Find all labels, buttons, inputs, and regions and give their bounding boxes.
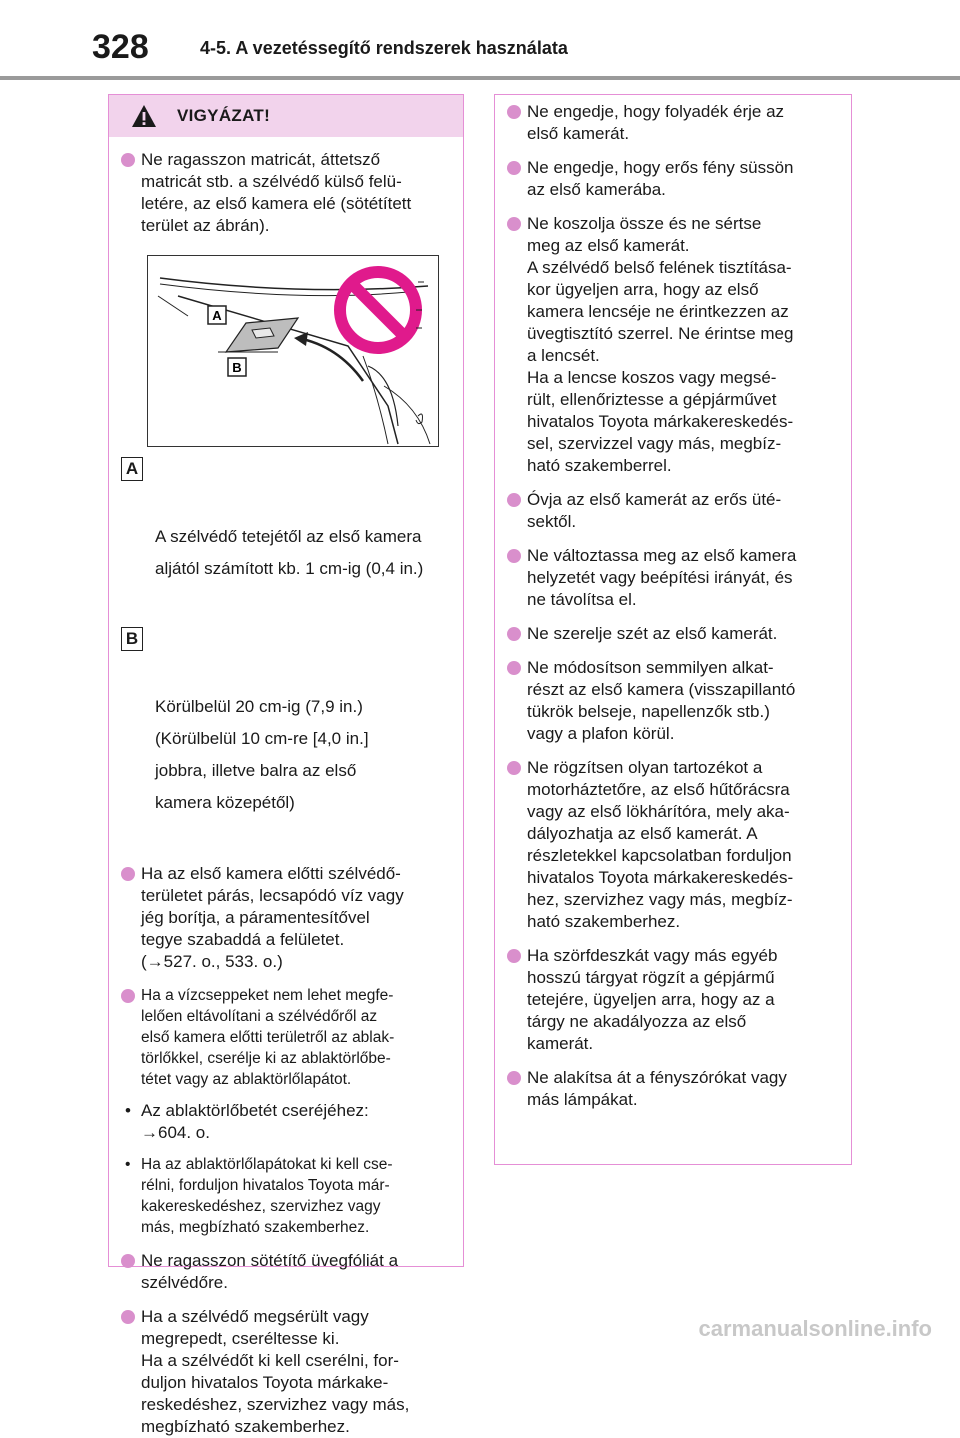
list-item-text: Ne ragasszon sötétítő üvegfóliát a szélvédőre. <box>141 1251 399 1292</box>
legend-a-text: A szélvédő tetejétől az első kamera aljától számított kb. 1 cm-ig (0,4 in.) <box>155 527 424 578</box>
warning-title: VIGYÁZAT! <box>177 106 271 125</box>
bullet-icon: • <box>125 1101 131 1120</box>
warning-box-left <box>108 94 464 1436</box>
bullet-dot-icon <box>507 217 521 231</box>
list-item <box>117 1306 455 1438</box>
warning-triangle-icon <box>131 104 157 128</box>
bullet-dot-icon <box>121 1254 135 1268</box>
list-item <box>503 623 843 645</box>
list-item-text: Ne engedje, hogy erős fény süssön az első kamerába. <box>527 158 794 199</box>
bullet-dot-icon <box>507 761 521 775</box>
list-item <box>117 985 455 1090</box>
bullet-dot-icon <box>507 661 521 675</box>
list-item-text: Ne ragasszon matricát, áttetsző matricát stb. a szélvédő külső felü- letére, az első kamera elé (sötétített terület az ábrán). <box>141 150 412 235</box>
list-item-text: Ne rögzítsen olyan tartozékot a motorháztetőre, az első hűtőrácsra vagy az első lökhárítóra, mely aka- dályozhatja az első kamerát. A részletekkel kapcsolatban forduljon hivatalos Toyota márkakereskedés- hez, szervizhez vagy más, megbíz- ható szakemberhez. <box>527 758 794 931</box>
legend-label-b: B <box>121 627 143 651</box>
list-item-text: Ha az első kamera előtti szélvédő- területet párás, lecsapódó víz vagy jég borítja, a páramentesítővel tegye szabaddá a felületet. (→527. o., 533. o.) <box>141 864 404 971</box>
warning-box-right <box>494 94 852 1165</box>
bullet-dot-icon <box>507 949 521 963</box>
list-item <box>503 1067 843 1111</box>
list-item <box>503 213 843 477</box>
list-item <box>503 101 843 145</box>
list-item <box>503 545 843 611</box>
list-item-text: Ne szerelje szét az első kamerát. <box>527 624 778 643</box>
section-title: 4-5. A vezetéssegítő rendszerek használata <box>200 38 568 58</box>
bullet-dot-icon <box>121 1310 135 1324</box>
header-rule <box>0 76 960 80</box>
list-item <box>503 757 843 933</box>
list-item <box>117 149 455 237</box>
bullet-icon: • <box>125 1156 131 1173</box>
list-item-text: Ne változtassa meg az első kamera helyzetét vagy beépítési irányát, és ne távolítsa el. <box>527 546 797 609</box>
sub-item <box>117 1100 455 1144</box>
watermark: carmanualsonline.info <box>698 1316 932 1341</box>
list-item <box>503 489 843 533</box>
legend-label-a: A <box>121 457 143 481</box>
list-item-text: Ne módosítson semmilyen alkat- részt az első kamera (visszapillantó tükrök belseje, napellenzők stb.) vagy a plafon körül. <box>527 658 796 743</box>
legend-a <box>117 457 455 617</box>
list-item-text: Óvja az első kamerát az erős üté- sektől. <box>527 490 782 531</box>
bullet-dot-icon <box>121 989 135 1003</box>
legend-b-text: Körülbelül 20 cm-ig (7,9 in.) (Körülbelül 10 cm-re [4,0 in.] jobbra, illetve balra az első kamera közepétől) <box>155 697 369 812</box>
sub-item-text: Ha az ablaktörlőlapátokat ki kell cse- rélni, forduljon hivatalos Toyota már- kakereskedéshez, szervizhez vagy más, megbízható szakemberhez. <box>141 1156 393 1236</box>
figure-label-a: A <box>212 308 222 323</box>
warning-content-left <box>109 149 463 1438</box>
list-item-text: Ne alakítsa át a fényszórókat vagy más lámpákat. <box>527 1068 787 1109</box>
bullet-dot-icon <box>507 105 521 119</box>
list-item-text: Ha a vízcseppeket nem lehet megfe- lelően eltávolítani a szélvédőről az első kamera előtti területről az ablak- törlőkkel, cserélje ki az ablaktörlőbe- tétet vagy az ablaktörlőlapátot. <box>141 987 395 1088</box>
sub-item <box>117 1154 455 1238</box>
figure-label-b: B <box>232 360 242 375</box>
bullet-dot-icon <box>507 1071 521 1085</box>
list-item-text: Ne koszolja össze és ne sértse meg az első kamerát. A szélvédő belső felének tisztítása- kor ügyeljen arra, hogy az első kamera lencséje ne érintkezzen az üvegtisztító szerrel. Ne érintse meg a lencsét. Ha a lencse koszos vagy megsé- rült, ellenőriztesse a gépjárművet hivatalos Toyota márkakereskedés- sel, szervizzel vagy más, megbíz- ható szakemberrel. <box>527 214 794 475</box>
list-item <box>503 157 843 201</box>
bullet-dot-icon <box>507 549 521 563</box>
list-item <box>117 863 455 973</box>
bullet-dot-icon <box>121 153 135 167</box>
warning-content-right <box>495 101 851 1111</box>
list-item <box>117 1250 455 1294</box>
windshield-camera-figure <box>147 255 439 447</box>
list-item-text: Ha a szélvédő megsérült vagy megrepedt, cseréltesse ki. Ha a szélvédőt ki kell cserélni, for- duljon hivatalos Toyota márkake- reskedéshez, szervizhez vagy más, megbízható szakemberhez. <box>141 1307 410 1436</box>
bullet-dot-icon <box>507 161 521 175</box>
list-item <box>503 945 843 1055</box>
legend-b <box>117 627 455 851</box>
list-item-text: Ha szörfdeszkát vagy más egyéb hosszú tárgyat rögzít a gépjármű tetejére, ügyeljen arra, hogy az a tárgy ne akadályozza az első kamerát. <box>527 946 778 1053</box>
warning-header <box>109 95 463 137</box>
page-number: 328 <box>92 28 149 66</box>
bullet-dot-icon <box>507 493 521 507</box>
bullet-dot-icon <box>507 627 521 641</box>
sub-item-text: Az ablaktörlőbetét cseréjéhez: →604. o. <box>141 1101 369 1142</box>
windshield-illustration <box>148 256 438 446</box>
list-item <box>503 657 843 745</box>
list-item-text: Ne engedje, hogy folyadék érje az első kamerát. <box>527 102 785 143</box>
bullet-dot-icon <box>121 867 135 881</box>
